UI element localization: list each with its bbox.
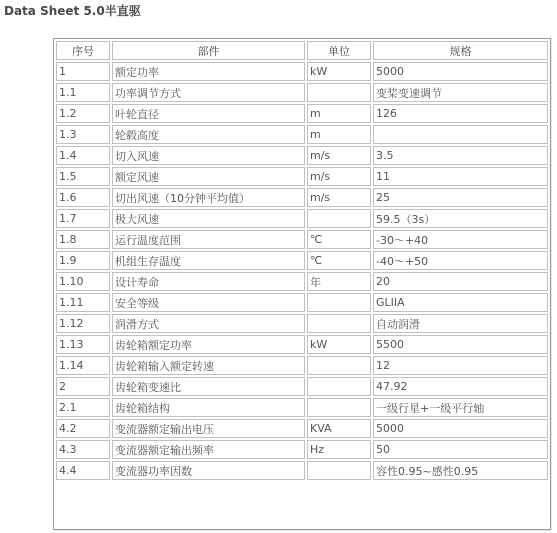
cell-unit: 年 — [307, 272, 371, 291]
spec-table — [54, 39, 550, 482]
cell-unit: KVA — [307, 419, 371, 438]
cell-index: 1.12 — [56, 314, 110, 333]
cell-spec — [373, 125, 548, 144]
cell-spec: 变桨变速调节 — [373, 83, 548, 102]
cell-unit — [307, 83, 371, 102]
cell-spec: 25 — [373, 188, 548, 207]
cell-unit — [307, 209, 371, 228]
cell-component: 变流器功率因数 — [112, 461, 305, 480]
cell-unit: m — [307, 125, 371, 144]
table-row — [56, 188, 548, 207]
cell-unit — [307, 461, 371, 480]
cell-index: 1.10 — [56, 272, 110, 291]
cell-unit — [307, 398, 371, 417]
cell-component: 极大风速 — [112, 209, 305, 228]
table-row — [56, 146, 548, 165]
cell-spec: 一级行星+一级平行轴 — [373, 398, 548, 417]
table-row — [56, 167, 548, 186]
cell-spec: -40～+50 — [373, 251, 548, 270]
cell-unit: Hz — [307, 440, 371, 459]
cell-component: 齿轮箱结构 — [112, 398, 305, 417]
table-row — [56, 440, 548, 459]
cell-index: 1.6 — [56, 188, 110, 207]
cell-spec: 20 — [373, 272, 548, 291]
table-row — [56, 125, 548, 144]
cell-spec: 5000 — [373, 62, 548, 81]
table-row — [56, 230, 548, 249]
cell-index: 1.2 — [56, 104, 110, 123]
cell-unit: m/s — [307, 188, 371, 207]
cell-unit: m/s — [307, 146, 371, 165]
table-row — [56, 461, 548, 480]
cell-index: 1.14 — [56, 356, 110, 375]
table-row — [56, 62, 548, 81]
header-component: 部件 — [112, 41, 305, 60]
cell-spec: -30～+40 — [373, 230, 548, 249]
cell-component: 切出风速（10分钟平均值） — [112, 188, 305, 207]
table-row — [56, 398, 548, 417]
cell-spec: 容性0.95~感性0.95 — [373, 461, 548, 480]
spec-table-container — [53, 38, 551, 530]
table-row — [56, 104, 548, 123]
header-spec: 规格 — [373, 41, 548, 60]
cell-index: 2 — [56, 377, 110, 396]
cell-component: 功率调节方式 — [112, 83, 305, 102]
cell-spec: 11 — [373, 167, 548, 186]
cell-spec: 3.5 — [373, 146, 548, 165]
table-row — [56, 335, 548, 354]
cell-component: 齿轮箱变速比 — [112, 377, 305, 396]
cell-component: 机组生存温度 — [112, 251, 305, 270]
cell-unit: ℃ — [307, 251, 371, 270]
cell-spec: 47.92 — [373, 377, 548, 396]
cell-index: 1.8 — [56, 230, 110, 249]
cell-unit — [307, 377, 371, 396]
cell-index: 1.13 — [56, 335, 110, 354]
cell-spec: 50 — [373, 440, 548, 459]
cell-unit: m — [307, 104, 371, 123]
cell-component: 叶轮直径 — [112, 104, 305, 123]
cell-index: 1.11 — [56, 293, 110, 312]
cell-unit: kW — [307, 62, 371, 81]
cell-component: 额定风速 — [112, 167, 305, 186]
cell-unit: m/s — [307, 167, 371, 186]
cell-index: 1.3 — [56, 125, 110, 144]
table-row — [56, 356, 548, 375]
cell-component: 变流器额定输出频率 — [112, 440, 305, 459]
cell-component: 齿轮箱输入额定转速 — [112, 356, 305, 375]
cell-unit — [307, 314, 371, 333]
cell-index: 2.1 — [56, 398, 110, 417]
cell-index: 4.2 — [56, 419, 110, 438]
cell-index: 4.3 — [56, 440, 110, 459]
table-row — [56, 251, 548, 270]
cell-index: 1 — [56, 62, 110, 81]
table-row — [56, 377, 548, 396]
cell-spec: GLIIA — [373, 293, 548, 312]
cell-spec: 自动润滑 — [373, 314, 548, 333]
cell-component: 变流器额定输出电压 — [112, 419, 305, 438]
cell-component: 额定功率 — [112, 62, 305, 81]
table-row — [56, 293, 548, 312]
table-row — [56, 272, 548, 291]
cell-index: 1.9 — [56, 251, 110, 270]
cell-component: 润滑方式 — [112, 314, 305, 333]
cell-unit — [307, 356, 371, 375]
cell-index: 1.4 — [56, 146, 110, 165]
cell-spec: 12 — [373, 356, 548, 375]
table-row — [56, 314, 548, 333]
cell-index: 4.4 — [56, 461, 110, 480]
cell-spec: 5500 — [373, 335, 548, 354]
cell-component: 切入风速 — [112, 146, 305, 165]
header-unit: 单位 — [307, 41, 371, 60]
cell-spec: 5000 — [373, 419, 548, 438]
cell-index: 1.5 — [56, 167, 110, 186]
cell-unit: kW — [307, 335, 371, 354]
cell-unit: ℃ — [307, 230, 371, 249]
header-index: 序号 — [56, 41, 110, 60]
cell-spec: 59.5（3s） — [373, 209, 548, 228]
cell-unit — [307, 293, 371, 312]
cell-index: 1.7 — [56, 209, 110, 228]
cell-component: 设计寿命 — [112, 272, 305, 291]
cell-index: 1.1 — [56, 83, 110, 102]
table-row — [56, 209, 548, 228]
cell-component: 轮毂高度 — [112, 125, 305, 144]
cell-spec: 126 — [373, 104, 548, 123]
page-title: Data Sheet 5.0半直驱 — [4, 4, 141, 18]
table-header-row — [56, 41, 548, 60]
cell-component: 安全等级 — [112, 293, 305, 312]
cell-component: 运行温度范围 — [112, 230, 305, 249]
table-row — [56, 83, 548, 102]
cell-component: 齿轮箱额定功率 — [112, 335, 305, 354]
table-row — [56, 419, 548, 438]
